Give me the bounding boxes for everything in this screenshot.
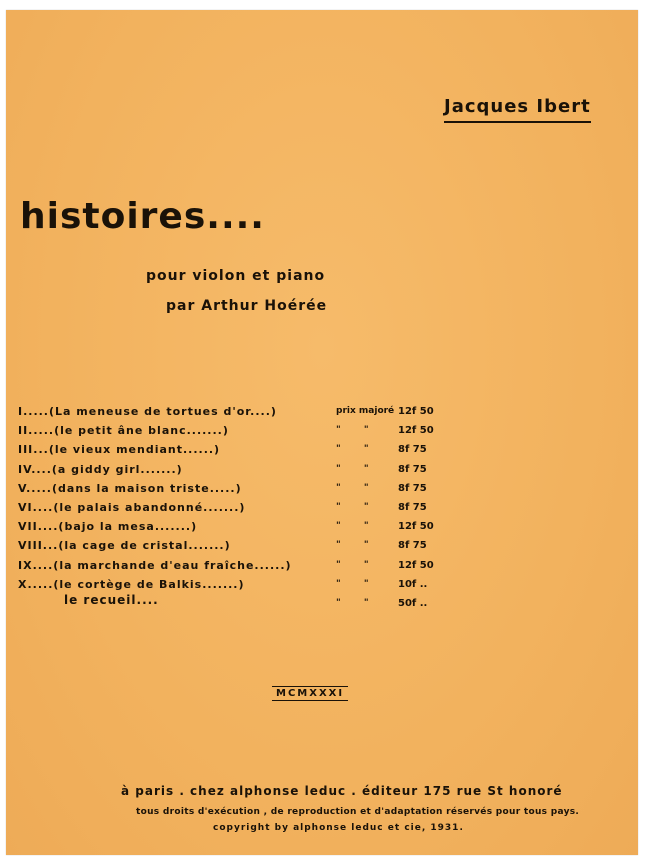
piece-number: X..... xyxy=(18,577,54,591)
ditto-mark: " " xyxy=(336,578,379,589)
copyright-notice: copyright by alphonse leduc et cie, 1931. xyxy=(213,823,464,833)
piece-title: (le cortège de Balkis.......) xyxy=(53,577,245,591)
piece-number: IX.... xyxy=(18,558,54,572)
collection-price: 50f .. xyxy=(398,597,428,609)
piece-price: 12f 50 xyxy=(398,559,434,571)
piece-title: (dans la maison triste.....) xyxy=(52,481,242,495)
piece-title: (le palais abandonné.......) xyxy=(53,500,246,514)
piece-title: (le petit âne blanc.......) xyxy=(54,424,229,438)
collection-label: le recueil.... xyxy=(64,593,159,607)
work-title: histoires.... xyxy=(20,196,265,237)
piece-number: VII.... xyxy=(18,520,59,534)
piece-price: 8f 75 xyxy=(398,444,427,456)
ditto-mark: " " xyxy=(336,501,379,512)
piece-number: II..... xyxy=(18,424,55,438)
piece-price: 10f .. xyxy=(398,578,428,590)
piece-number: I..... xyxy=(18,405,49,418)
piece-title: (bajo la mesa.......) xyxy=(58,520,198,534)
piece-number: IV.... xyxy=(18,462,52,476)
piece-title: (la marchande d'eau fraîche......) xyxy=(53,558,292,572)
ditto-mark: " " xyxy=(336,425,379,436)
piece-price: 8f 75 xyxy=(398,501,427,513)
price-column xyxy=(398,402,438,613)
publisher-line: à paris . chez alphonse leduc . éditeur 175 rue St honoré xyxy=(121,784,563,798)
piece-price: 8f 75 xyxy=(398,482,427,494)
piece-number: V..... xyxy=(18,481,52,495)
piece-price: 12f 50 xyxy=(398,406,434,417)
ditto-mark: " " xyxy=(336,559,379,570)
piece-price: 12f 50 xyxy=(398,425,434,437)
ditto-mark: " " xyxy=(336,482,379,493)
instrumentation-subtitle: pour violon et piano xyxy=(146,268,326,284)
piece-price: 8f 75 xyxy=(398,463,427,475)
piece-number: VI.... xyxy=(18,500,54,514)
ditto-mark: " " xyxy=(336,521,379,532)
piece-number: III... xyxy=(18,443,49,457)
piece-number: VIII... xyxy=(18,539,59,553)
piece-title: (la cage de cristal.......) xyxy=(58,539,231,553)
ditto-mark: " " xyxy=(336,540,379,551)
ditto-mark: " " xyxy=(336,463,379,474)
score-cover xyxy=(6,10,638,855)
piece-title: (a giddy girl.......) xyxy=(51,462,183,476)
price-header-label: prix majoré xyxy=(336,406,395,416)
ditto-mark: " " xyxy=(336,444,379,455)
composer-name: Jacques Ibert xyxy=(444,96,591,123)
rights-notice: tous droits d'exécution , de reproduction et d'adaptation réservés pour tous pays. xyxy=(136,807,580,817)
arranger-credit: par Arthur Hoérée xyxy=(166,298,328,314)
publication-year: MCMXXXI xyxy=(272,686,348,701)
piece-price: 8f 75 xyxy=(398,540,427,552)
piece-title: (La meneuse de tortues d'or....) xyxy=(49,405,277,418)
ditto-mark: " " xyxy=(336,597,379,608)
piece-title: (le vieux mendiant......) xyxy=(48,443,221,457)
piece-price: 12f 50 xyxy=(398,521,434,533)
